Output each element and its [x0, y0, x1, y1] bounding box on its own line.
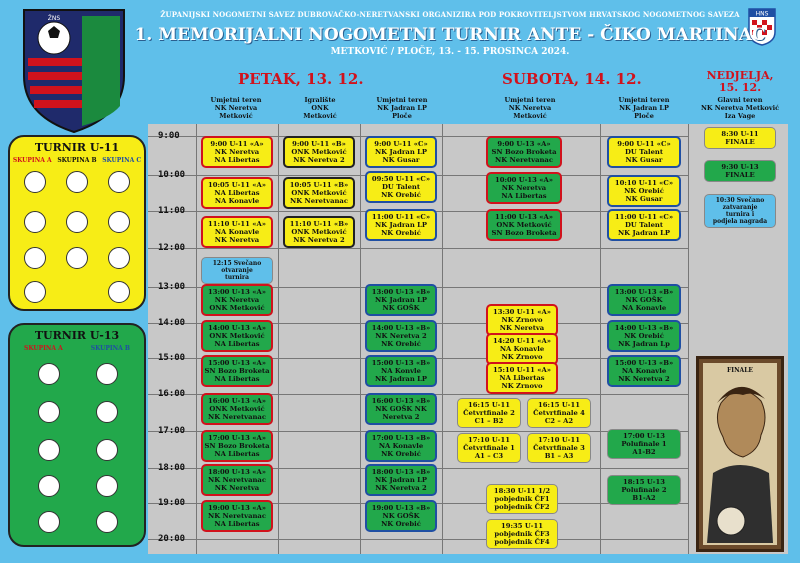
- match-card: 16:15 U-11 Četvrtfinale 2 C1 – B2: [457, 398, 521, 428]
- u11-group-c: SKUPINA C: [102, 157, 142, 164]
- club-badge: [108, 171, 130, 193]
- match-card: 15:00 U-13 «B» NA Konvle NK Jadran LP: [365, 355, 437, 387]
- u11-group-b: SKUPINA B: [57, 157, 97, 164]
- u11-group-a: SKUPINA A: [12, 157, 52, 164]
- time-label: 10:00: [158, 170, 186, 180]
- match-card: 9:00 U-13 «A» SN Bozo Broketa NK Neretvanac: [486, 136, 562, 168]
- match-card: 19:35 U-11 pobjednik ČF3 pobjednik ČF4: [486, 519, 558, 549]
- match-card: 19:00 U-13 «A» NK Neretvanac NA Libertas: [201, 500, 273, 532]
- time-label: 16:00: [158, 389, 186, 399]
- venue-onk-fri: Igralište ONK Metković: [303, 96, 337, 120]
- portrait-mosaic: [696, 356, 784, 552]
- match-card: 16:00 U-13 «B» NK GOŠK NK Neretva 2: [365, 393, 437, 425]
- match-card: 10:00 U-13 «A» NK Neretva NA Libertas: [486, 172, 562, 204]
- time-label: 18:00: [158, 463, 186, 473]
- club-badge: [66, 247, 88, 269]
- time-label: 19:00: [158, 498, 186, 508]
- time-label: 20:00: [158, 534, 186, 544]
- club-badge: [66, 211, 88, 233]
- u11-panel: [8, 135, 146, 311]
- match-card: 10:05 U-11 «B» ONK Metković NK Neretvanac: [283, 177, 355, 209]
- venue-neretva-sun: Glavni teren NK Neretva Metković Iza Vage: [700, 96, 780, 120]
- match-card: 17:00 U-13 «B» NA Konavle NK Orebić: [365, 430, 437, 462]
- u13-group-b: SKUPINA B: [90, 345, 130, 352]
- opening-ceremony: 12:15 Svečano otvaranje turnira: [201, 257, 273, 284]
- match-card: 14:00 U-13 «B» NK Orebić NK Jadran Lp: [607, 320, 681, 352]
- match-card: 15:00 U-13 «A» SN Bozo Broketa NA Libertas: [201, 355, 273, 387]
- club-badge: [96, 401, 118, 423]
- match-card: 11:00 U-11 «C» NK Jadran LP NK Orebić: [365, 209, 437, 241]
- svg-text:ŽNS: ŽNS: [47, 15, 61, 22]
- time-label: 14:00: [158, 318, 186, 328]
- svg-text:HNS: HNS: [755, 10, 769, 18]
- match-card: 09:50 U-11 «C» DU Talent NK Orebić: [365, 171, 437, 203]
- match-card: 18:15 U-13 Polufinale 2 B1-A2: [607, 475, 681, 505]
- zns-logo: [20, 6, 128, 134]
- match-card: 17:10 U-11 Četvrtfinale 3 B1 – A3: [527, 433, 591, 463]
- match-card: 18:00 U-13 «B» NK Jadran LP NK Neretva 2: [365, 464, 437, 496]
- club-badge: [38, 401, 60, 423]
- match-card: 14:00 U-13 «A» ONK Metković NA Libertas: [201, 320, 273, 352]
- match-card: 17:00 U-13 «A» SN Bozo Broketa NA Libertas: [201, 430, 273, 462]
- final-u11: 8:30 U-11 FINALE: [704, 127, 776, 149]
- match-card: 14:00 U-13 «B» NK Neretva 2 NK Orebić: [365, 320, 437, 352]
- match-card: 9:00 U-11 «C» NK Jadran LP NK Gusar: [365, 136, 437, 168]
- match-card: 17:10 U-11 Četvrtfinale 1 A1 – C3: [457, 433, 521, 463]
- closing-ceremony: 10:30 Svečano zatvaranje turnira i podjela nagrada: [704, 194, 776, 228]
- club-badge: [96, 475, 118, 497]
- match-card: 9:00 U-11 «B» ONK Metković NK Neretva 2: [283, 136, 355, 168]
- venue-neretva-fri: Umjetni teren NK Neretva Metković: [210, 96, 262, 120]
- club-badge: [24, 247, 46, 269]
- match-card: 11:10 U-11 «A» NA Konavle NK Neretva: [201, 216, 273, 248]
- club-badge: [24, 281, 46, 303]
- club-badge: [38, 475, 60, 497]
- match-card: 16:15 U-11 Četvrtfinale 4 C2 – A2: [527, 398, 591, 428]
- match-card: 11:00 U-11 «C» DU Talent NK Jadran LP: [607, 209, 681, 241]
- grid-line: [148, 248, 688, 249]
- match-card: 14:20 U-11 «A» NA Konavle NK Zrnovo: [486, 333, 558, 365]
- match-card: 13:00 U-13 «B» NK GOŠK NA Konavle: [607, 284, 681, 316]
- organizer-line: ŽUPANIJSKI NOGOMETNI SAVEZ DUBROVAČKO-NERETVANSKI ORGANIZIRA POD POKROVITELJSTVOM HRVATSKOG NOGOMETNOG SAVEZA: [160, 10, 740, 19]
- match-card: 16:00 U-13 «A» ONK Metković NK Neretvanac: [201, 393, 273, 425]
- u11-title: TURNIR U-11: [34, 141, 120, 154]
- time-label: 11:00: [158, 206, 186, 216]
- grid-line: [148, 539, 688, 540]
- match-card: 9:00 U-11 «A» NK Neretva NA Libertas: [201, 136, 273, 168]
- club-badge: [38, 363, 60, 385]
- match-card: 9:00 U-11 «C» DU Talent NK Gusar: [607, 136, 681, 168]
- venue-jadran-fri: Umjetni teren NK Jadran LP Ploče: [376, 96, 428, 120]
- match-card: 17:00 U-13 Polufinale 1 A1-B2: [607, 429, 681, 459]
- club-badge: [24, 171, 46, 193]
- match-card: 10:05 U-11 «A» NA Libertas NA Konavle: [201, 177, 273, 209]
- day-friday: PETAK, 13. 12.: [238, 70, 364, 88]
- match-card: 15:00 U-13 «B» NA Konavle NK Neretva 2: [607, 355, 681, 387]
- club-badge: [96, 511, 118, 533]
- u13-title: TURNIR U-13: [34, 329, 120, 342]
- u13-group-a: SKUPINA A: [24, 345, 63, 352]
- day-sunday: NEDJELJA, 15. 12.: [706, 69, 774, 94]
- page-title: 1. MEMORIJALNI NOGOMETNI TURNIR ANTE - ČIKO MARTINAC: [134, 25, 766, 45]
- time-label: 17:00: [158, 426, 186, 436]
- match-card: 10:10 U-11 «C» NK Orebić NK Gusar: [607, 175, 681, 207]
- match-card: 19:00 U-13 «B» NK GOŠK NK Orebić: [365, 500, 437, 532]
- time-label: 9:00: [158, 131, 180, 141]
- club-badge: [38, 439, 60, 461]
- match-card: 13:00 U-13 «B» NK Jadran LP NK GOŠK: [365, 284, 437, 316]
- club-badge: [38, 511, 60, 533]
- final-u13: 9:30 U-13 FINALE: [704, 160, 776, 182]
- time-label: 15:00: [158, 353, 186, 363]
- venue-neretva-sat: Umjetni teren NK Neretva Metković: [504, 96, 556, 120]
- club-badge: [66, 171, 88, 193]
- club-badge: [108, 211, 130, 233]
- club-badge: [108, 247, 130, 269]
- time-label: 13:00: [158, 282, 186, 292]
- match-card: 18:30 U-11 1/2 pobjednik ČF1 pobjednik ČF2: [486, 484, 558, 514]
- club-badge: [96, 363, 118, 385]
- club-badge: [24, 211, 46, 233]
- portrait-label: FINALE: [727, 367, 753, 374]
- match-card: 15:10 U-11 «A» NA Libertas NK Zrnovo: [486, 362, 558, 394]
- match-card: 18:00 U-13 «A» NK Neretvanac NK Neretva: [201, 464, 273, 496]
- u13-panel: [8, 323, 146, 547]
- venue-jadran-sat: Umjetni teren NK Jadran LP Ploče: [618, 96, 670, 120]
- club-badge: [96, 439, 118, 461]
- time-label: 12:00: [158, 243, 186, 253]
- day-saturday: SUBOTA, 14. 12.: [502, 70, 642, 88]
- match-card: 11:00 U-13 «A» ONK Metković SN Bozo Broketa: [486, 209, 562, 241]
- match-card: 13:30 U-11 «A» NK Zrnovo NK Neretva: [486, 304, 558, 336]
- club-badge: [108, 281, 130, 303]
- match-card: 11:10 U-11 «B» ONK Metković NK Neretva 2: [283, 216, 355, 248]
- match-card: 13:00 U-13 «A» NK Neretva ONK Metković: [201, 284, 273, 316]
- page-subtitle: METKOVIĆ / PLOČE, 13. - 15. PROSINCA 2024.: [330, 47, 570, 57]
